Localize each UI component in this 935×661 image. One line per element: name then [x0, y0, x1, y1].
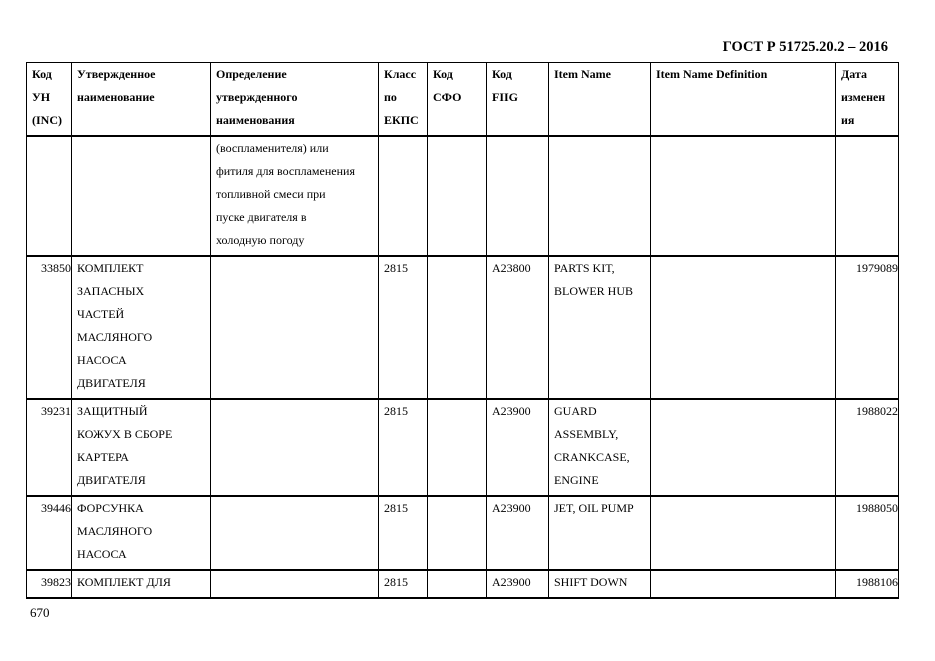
cell-class — [379, 136, 428, 256]
cell-inc — [27, 136, 72, 256]
page-number: 670 — [30, 605, 50, 620]
cell-fiig: A23900 — [487, 399, 549, 496]
cell-sfo — [428, 496, 487, 570]
cell-date: 1988106 — [836, 570, 899, 598]
header-item-name: Item Name — [549, 63, 651, 137]
cell-date — [836, 136, 899, 256]
cell-fiig: A23800 — [487, 256, 549, 399]
cell-approved-name — [72, 136, 211, 256]
cell-sfo — [428, 136, 487, 256]
table-row — [27, 399, 899, 496]
table-row — [27, 570, 899, 598]
cell-definition: (воспламенителя) или фитиля для воспламенения топливной смеси при пуске двигателя в холодную погоду — [211, 136, 379, 256]
header-fiig: Код FIIG — [487, 63, 549, 137]
cell-fiig: A23900 — [487, 496, 549, 570]
cell-definition — [211, 570, 379, 598]
cell-approved-name: ФОРСУНКА МАСЛЯНОГО НАСОСА — [72, 496, 211, 570]
catalog-table — [26, 62, 899, 599]
cell-sfo — [428, 399, 487, 496]
cell-class: 2815 — [379, 399, 428, 496]
header-inc: Код УН (INC) — [27, 63, 72, 137]
cell-item-name: JET, OIL PUMP — [549, 496, 651, 570]
header-definition: Определение утвержденного наименования — [211, 63, 379, 137]
cell-inc: 39231 — [27, 399, 72, 496]
cell-definition — [211, 399, 379, 496]
cell-item-name: PARTS KIT, BLOWER HUB — [549, 256, 651, 399]
cell-inc: 33850 — [27, 256, 72, 399]
cell-approved-name: КОМПЛЕКТ ЗАПАСНЫХ ЧАСТЕЙ МАСЛЯНОГО НАСОСА ДВИГАТЕЛЯ — [72, 256, 211, 399]
cell-date: 1979089 — [836, 256, 899, 399]
cell-item-def — [651, 570, 836, 598]
cell-item-def — [651, 399, 836, 496]
cell-item-def — [651, 136, 836, 256]
header-date: Дата изменен ия — [836, 63, 899, 137]
cell-class: 2815 — [379, 256, 428, 399]
table-header-row — [27, 63, 899, 137]
header-sfo: Код СФО — [428, 63, 487, 137]
cell-date: 1988050 — [836, 496, 899, 570]
cell-item-name — [549, 136, 651, 256]
cell-definition — [211, 256, 379, 399]
cell-item-def — [651, 496, 836, 570]
cell-date: 1988022 — [836, 399, 899, 496]
cell-item-name: GUARD ASSEMBLY, CRANKCASE, ENGINE — [549, 399, 651, 496]
cell-approved-name: КОМПЛЕКТ ДЛЯ — [72, 570, 211, 598]
cell-inc: 39446 — [27, 496, 72, 570]
table-row — [27, 256, 899, 399]
header-approved-name: Утвержденное наименование — [72, 63, 211, 137]
cell-sfo — [428, 256, 487, 399]
header-class: Класс по ЕКПС — [379, 63, 428, 137]
cell-item-name: SHIFT DOWN — [549, 570, 651, 598]
cell-class: 2815 — [379, 570, 428, 598]
cell-definition — [211, 496, 379, 570]
cell-sfo — [428, 570, 487, 598]
cell-inc: 39823 — [27, 570, 72, 598]
cell-class: 2815 — [379, 496, 428, 570]
cell-item-def — [651, 256, 836, 399]
table-row — [27, 496, 899, 570]
cell-approved-name: ЗАЩИТНЫЙ КОЖУХ В СБОРЕ КАРТЕРА ДВИГАТЕЛЯ — [72, 399, 211, 496]
cell-fiig: A23900 — [487, 570, 549, 598]
header-item-name-definition: Item Name Definition — [651, 63, 836, 137]
table-row — [27, 136, 899, 256]
document-standard-header: ГОСТ Р 51725.20.2 – 2016 — [722, 39, 888, 55]
cell-fiig — [487, 136, 549, 256]
